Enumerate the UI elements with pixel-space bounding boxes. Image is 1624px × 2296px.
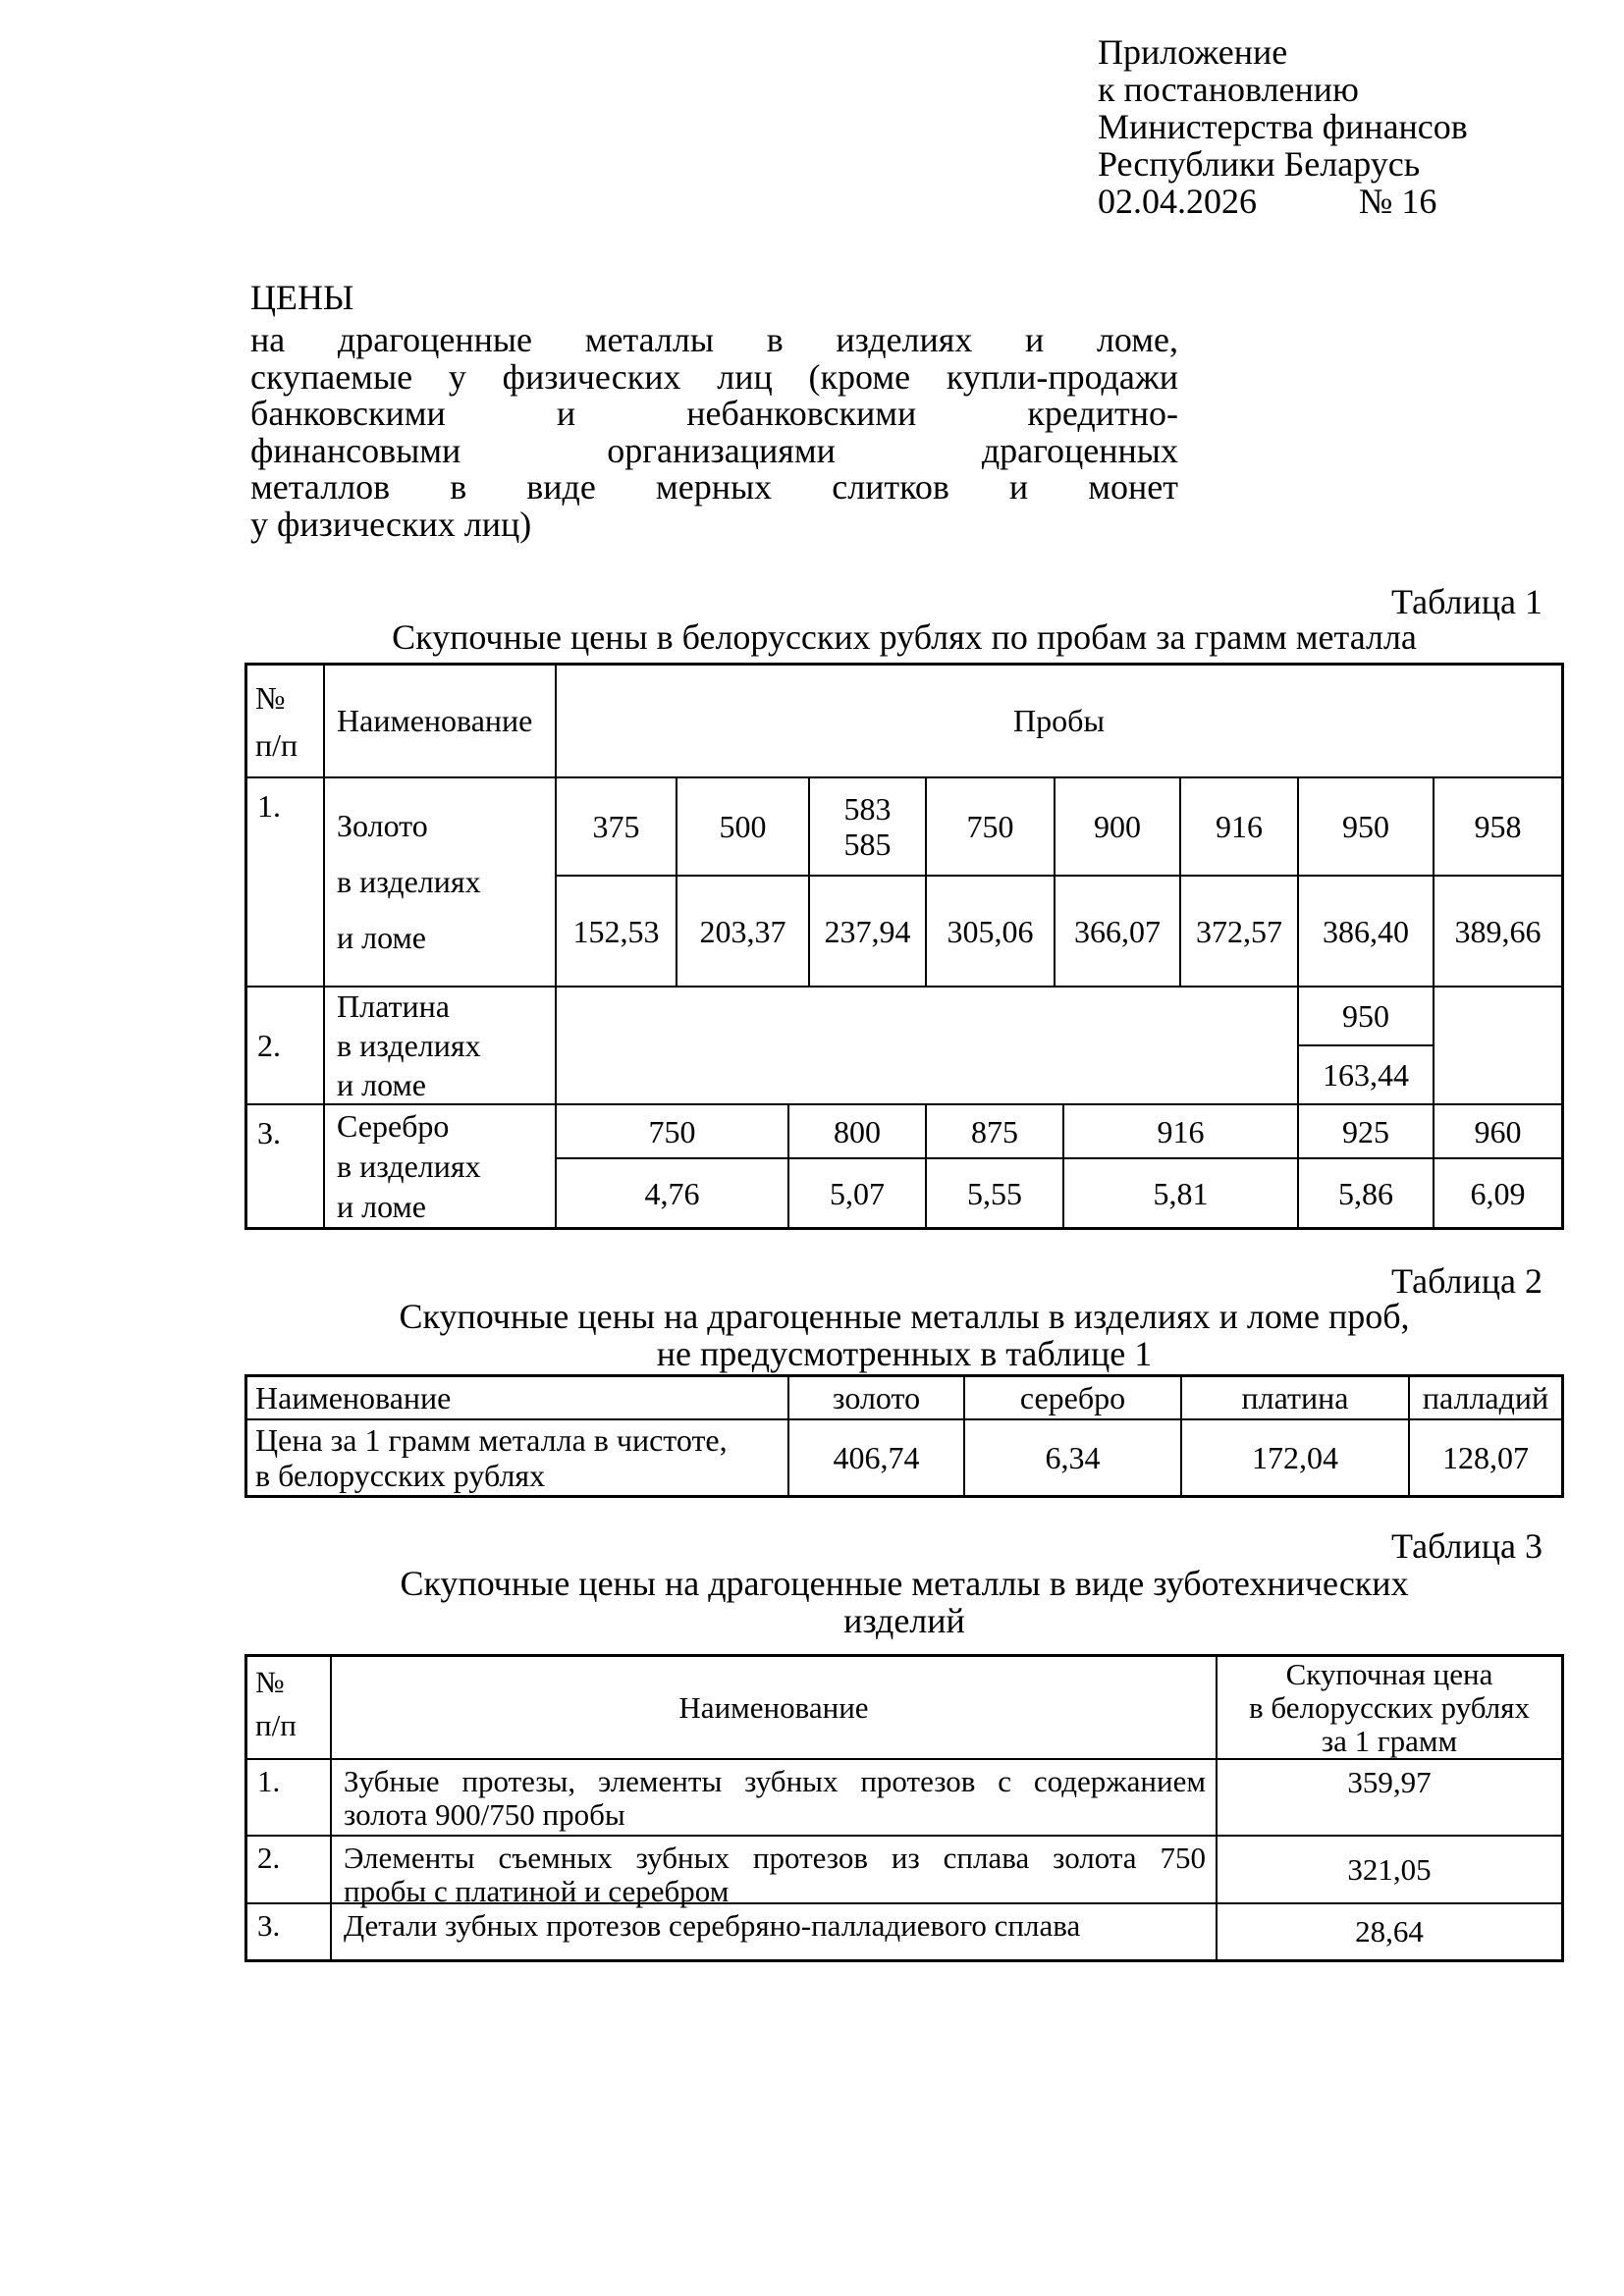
- empty-cell: [557, 988, 1299, 1103]
- appendix-header-line: Республики Беларусь: [1098, 144, 1421, 184]
- table-2: [244, 1374, 1564, 1498]
- table1-row-platinum: [247, 988, 1561, 1105]
- item-name: Детали зубных протезов серебряно-палладиевого сплава: [332, 1904, 1218, 1959]
- probe-cell: 875: [927, 1105, 1064, 1157]
- probe-cell: 750: [927, 778, 1056, 875]
- value-cell: 237,94: [810, 877, 927, 986]
- doc-intro-line: у физических лиц): [250, 504, 532, 544]
- probe-cell: 950: [1299, 778, 1435, 875]
- doc-intro: [250, 322, 1178, 543]
- silver-probe-row: [557, 1105, 1561, 1159]
- table1-row-gold: [247, 778, 1561, 988]
- value-cell: 203,37: [677, 877, 810, 986]
- probe-cell: 750: [557, 1105, 789, 1157]
- appendix-header-line: Приложение: [1098, 32, 1288, 72]
- probe-cell: 583 585: [810, 778, 927, 875]
- value-cell: 163,44: [1323, 1056, 1409, 1093]
- doc-intro-line: финансовыми организациями драгоценных: [250, 430, 1178, 470]
- platinum-950-column: [1299, 988, 1435, 1103]
- value-cell: 321,05: [1347, 1851, 1432, 1887]
- value-cell: 172,04: [1182, 1420, 1410, 1495]
- table1-header-num: № п/п: [247, 666, 325, 776]
- table2-row-name: Цена за 1 грамм металла в чистоте, в белорусских рублях: [247, 1420, 789, 1495]
- doc-intro-line: скупаемые у физических лиц (кроме купли-продажи: [250, 356, 1178, 397]
- probe-cell: 925: [1299, 1105, 1435, 1157]
- value-cell: 6,34: [965, 1420, 1182, 1495]
- appendix-header: [1098, 33, 1589, 220]
- probe-cell: 950: [1299, 988, 1433, 1046]
- gold-value-row: [557, 877, 1561, 986]
- appendix-date: 02.04.2026: [1098, 182, 1257, 221]
- doc-title: ЦЕНЫ: [250, 278, 354, 317]
- value-cell: 372,57: [1181, 877, 1299, 986]
- appendix-header-line: Министерства финансов: [1098, 107, 1468, 146]
- probe-cell: 958: [1474, 809, 1522, 844]
- appendix-header-line: к постановлению: [1098, 70, 1359, 109]
- table2-header-gold: золото: [789, 1377, 965, 1418]
- table-3: [244, 1654, 1564, 1962]
- value-cell: 386,40: [1299, 877, 1435, 986]
- row-number: 2.: [247, 988, 325, 1103]
- table2-header-palladium: палладий: [1422, 1379, 1549, 1415]
- table3-header-num: № п/п: [247, 1657, 332, 1758]
- table2-title: Скупочные цены на драгоценные металлы в изделиях и ломе проб, не предусмотренных в таблице 1: [399, 1297, 1410, 1373]
- silver-value-row: [557, 1159, 1561, 1227]
- doc-intro-line: металлов в виде мерных слитков и монет: [250, 467, 1178, 507]
- table2-header-name: Наименование: [247, 1377, 789, 1418]
- table1-header-row: [247, 666, 1561, 778]
- value-cell: 128,07: [1442, 1439, 1529, 1475]
- metal-name: Платина в изделиях и ломе: [325, 988, 557, 1103]
- value-cell: 5,81: [1064, 1159, 1299, 1227]
- doc-intro-line: банковскими и небанковскими кредитно-: [250, 394, 1178, 433]
- value-cell: 4,76: [557, 1159, 789, 1227]
- table3-row: [247, 1837, 1561, 1908]
- silver-probes-area: [557, 1105, 1561, 1227]
- table1-label: Таблица 1: [1391, 582, 1543, 621]
- value-cell: 366,07: [1056, 877, 1181, 986]
- table3-header-name: Наименование: [332, 1657, 1218, 1758]
- item-name: Элементы съемных зубных протезов из сплава золота 750 пробы с платиной и серебром: [332, 1837, 1218, 1902]
- value-cell: 359,97: [1347, 1765, 1432, 1799]
- probe-cell: 916: [1064, 1105, 1299, 1157]
- value-cell: 5,86: [1299, 1159, 1435, 1227]
- metal-name: Серебро в изделиях и ломе: [325, 1105, 557, 1227]
- value-cell: 152,53: [557, 877, 677, 986]
- table1-row-silver: [247, 1105, 1561, 1227]
- probe-cell: 800: [789, 1105, 927, 1157]
- probe-cell: 960: [1474, 1113, 1522, 1149]
- row-number: 3.: [247, 1904, 332, 1959]
- row-number: 1.: [247, 778, 325, 986]
- table3-header-price: Скупочная цена в белорусских рублях за 1 грамм: [1249, 1656, 1530, 1758]
- platinum-probes-area: [557, 988, 1561, 1103]
- row-number: 2.: [247, 1837, 332, 1902]
- table2-data-row: [247, 1420, 1561, 1495]
- doc-intro-line: на драгоценные металлы в изделиях и ломе,: [250, 320, 1178, 359]
- table3-row: [247, 1904, 1561, 1959]
- table1-header-probes: Пробы: [1013, 703, 1105, 738]
- value-cell: 28,64: [1355, 1914, 1424, 1949]
- table3-title: Скупочные цены на драгоценные металлы в виде зуботехнических изделий: [400, 1564, 1409, 1640]
- table2-label: Таблица 2: [1391, 1261, 1543, 1301]
- probe-cell: 375: [557, 778, 677, 875]
- table-1: [244, 663, 1564, 1230]
- row-number: 3.: [247, 1105, 325, 1227]
- probe-cell: 500: [677, 778, 810, 875]
- table2-header-silver: серебро: [965, 1377, 1182, 1418]
- value-cell: 6,09: [1470, 1175, 1526, 1211]
- appendix-number: № 16: [1359, 182, 1437, 221]
- item-name: Зубные протезы, элементы зубных протезов с содержанием золота 900/750 пробы: [332, 1760, 1218, 1835]
- table3-row: [247, 1760, 1561, 1837]
- value-cell: 305,06: [927, 877, 1056, 986]
- table2-header-row: [247, 1377, 1561, 1420]
- gold-probes-area: [557, 778, 1561, 986]
- table3-label: Таблица 3: [1391, 1526, 1543, 1566]
- gold-probe-row: [557, 778, 1561, 877]
- table1-title: Скупочные цены в белорусских рублях по пробам за грамм металла: [392, 617, 1417, 657]
- table1-header-name: Наименование: [325, 666, 557, 776]
- row-number: 1.: [247, 1760, 332, 1835]
- probe-cell: 900: [1056, 778, 1181, 875]
- probe-cell: 916: [1181, 778, 1299, 875]
- appendix-date-number: [1098, 183, 1589, 220]
- table3-header-row: [247, 1657, 1561, 1760]
- value-cell: 389,66: [1454, 913, 1542, 949]
- value-cell: 5,55: [927, 1159, 1064, 1227]
- metal-name: Золото в изделиях и ломе: [325, 778, 557, 986]
- table2-header-platinum: платина: [1182, 1377, 1410, 1418]
- empty-cell: [1435, 988, 1561, 1103]
- value-cell: 5,07: [789, 1159, 927, 1227]
- value-cell: 406,74: [789, 1420, 965, 1495]
